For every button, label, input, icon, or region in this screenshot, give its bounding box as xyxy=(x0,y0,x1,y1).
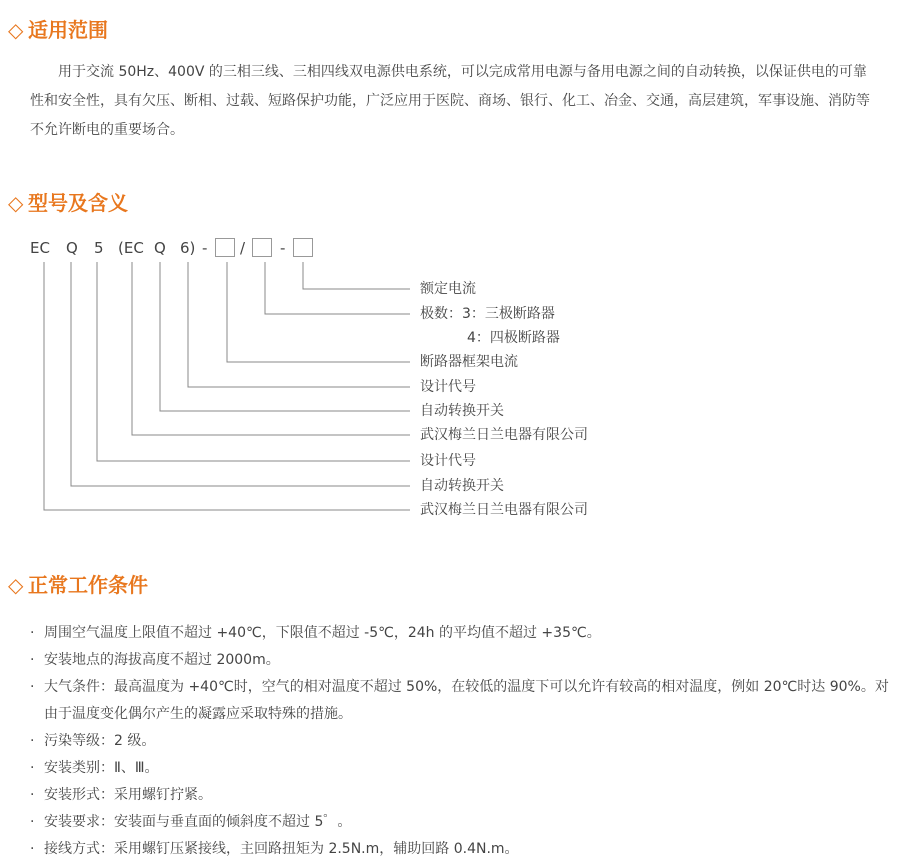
code-part-q: Q xyxy=(66,239,78,257)
model-label-design-code: 设计代号 xyxy=(420,453,476,469)
model-label-auto-switch: 自动转换开关 xyxy=(420,478,504,494)
code-separator-dash2: - xyxy=(280,239,286,257)
list-item: · 接线方式：采用螺钉压紧接线，主回路扭矩为 2.5N.m，辅助回路 0.4N.m。 xyxy=(30,836,890,863)
diamond-outline-icon: ◇ xyxy=(8,573,24,597)
code-separator-slash: / xyxy=(240,239,246,257)
model-label-four-pole: 4：四极断路器 xyxy=(467,330,560,346)
list-item: · 安装类别：Ⅱ、Ⅲ。 xyxy=(30,755,890,782)
list-item: · 安装形式：采用螺钉拧紧。 xyxy=(30,782,890,809)
model-label-design-code: 设计代号 xyxy=(420,379,476,395)
connector-auto-switch-1 xyxy=(71,262,410,486)
code-part-5: 5 xyxy=(94,239,104,257)
section-title-text: 适用范围 xyxy=(28,18,108,42)
model-label-rated-current: 额定电流 xyxy=(420,281,476,297)
code-part-ec-paren: (EC xyxy=(118,239,144,257)
conditions-list xyxy=(30,620,890,863)
connector-design-code-2 xyxy=(188,262,410,387)
connector-frame-current xyxy=(227,262,410,362)
list-item: · 安装地点的海拔高度不超过 2000m。 xyxy=(30,647,890,674)
connector-rated-current xyxy=(303,262,410,289)
model-label-frame-current: 断路器框架电流 xyxy=(420,354,518,370)
list-item: · 周围空气温度上限值不超过 +40℃，下限值不超过 -5℃，24h 的平均值不超过 +35℃。 xyxy=(30,620,890,647)
scope-paragraph: 用于交流 50Hz、400V 的三相三线、三相四线双电源供电系统，可以完成常用电源与备用电源之间的自动转换，以保证供电的可靠性和安全性，具有欠压、断相、过载、短路保护功能，广泛应用于医院、商场、银行、化工、冶金、交通，高层建筑，军事设施、消防等不允许断电的重要场合。 xyxy=(30,64,870,138)
diamond-outline-icon: ◇ xyxy=(8,191,24,215)
section-title-conditions xyxy=(8,572,148,598)
code-part-6-paren: 6) xyxy=(180,239,196,257)
section-title-text: 正常工作条件 xyxy=(28,573,148,597)
list-item: · 污染等级：2 级。 xyxy=(30,728,890,755)
connector-auto-switch-2 xyxy=(160,262,410,411)
connector-company-2 xyxy=(132,262,410,435)
model-label-poles: 极数：3：三极断路器 xyxy=(420,306,555,322)
code-separator-dash: - xyxy=(202,239,208,257)
diamond-outline-icon: ◇ xyxy=(8,18,24,42)
list-item: · 安装要求：安装面与垂直面的倾斜度不超过 5゜。 xyxy=(30,809,890,836)
code-part-ec: EC xyxy=(30,239,50,257)
list-item: · 大气条件：最高温度为 +40℃时，空气的相对温度不超过 50%，在较低的温度下可以允许有较高的相对温度，例如 20℃时达 90%。对由于温度变化偶尔产生的凝露应采取特殊的措施。 xyxy=(30,674,890,728)
code-part-q2: Q xyxy=(154,239,166,257)
model-label-company: 武汉梅兰日兰电器有限公司 xyxy=(420,427,588,443)
model-label-company: 武汉梅兰日兰电器有限公司 xyxy=(420,502,588,518)
connector-poles xyxy=(265,262,410,314)
model-label-auto-switch: 自动转换开关 xyxy=(420,403,504,419)
section-title-text: 型号及含义 xyxy=(28,191,128,215)
